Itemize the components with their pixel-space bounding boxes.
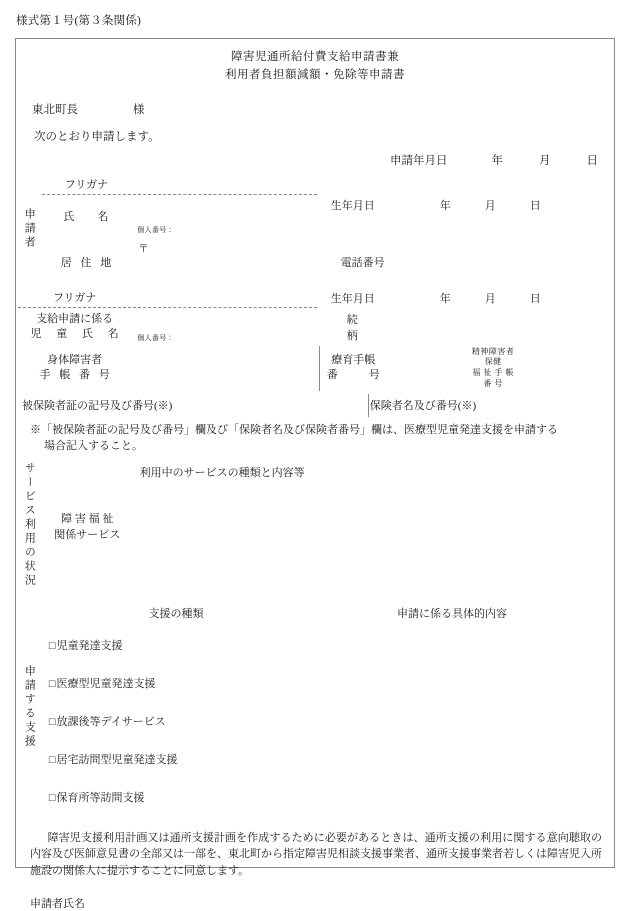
application-date-month: 月	[539, 154, 551, 167]
applicant-personal-number-label: 個人番号：	[137, 225, 174, 234]
application-date-day: 日	[586, 154, 598, 167]
child-personal-number-label: 個人番号：	[137, 333, 174, 342]
support-item-1[interactable]	[42, 665, 310, 701]
ryoiku-certificate-input[interactable]	[389, 346, 469, 391]
checkbox-icon[interactable]: □	[48, 639, 56, 652]
mental-certificate-label	[471, 346, 516, 391]
checkbox-icon[interactable]: □	[48, 791, 56, 804]
ryoiku-certificate-label-line2: 番 号	[326, 369, 383, 382]
ryoiku-certificate-label	[319, 346, 387, 391]
consent-paragraph	[30, 830, 602, 880]
applicant-birth-day: 日	[529, 200, 541, 213]
support-type-header: 支援の種類	[148, 608, 204, 621]
child-name-label-line2: 児 童 氏 名	[30, 327, 125, 340]
insurance-row	[18, 394, 592, 417]
service-category-label-line1: 障 害 福 祉	[61, 513, 114, 526]
support-vertical-label: 申請する支援	[23, 664, 36, 749]
checkbox-icon[interactable]: □	[48, 677, 56, 690]
support-item-2[interactable]	[42, 703, 310, 739]
applicant-phone-label: 電話番号	[340, 256, 385, 269]
applicant-furigana-input[interactable]	[133, 175, 317, 195]
ryoiku-certificate-label-line1: 療育手帳	[331, 354, 376, 367]
applicant-table	[16, 173, 594, 393]
insurer-number-label: 保険者名及び番号(※)	[368, 394, 477, 417]
support-item-label-1: 医療型児童発達支援	[56, 677, 156, 690]
child-birth-day: 日	[529, 292, 541, 305]
service-content-header: 利用中のサービスの種類と内容等	[139, 466, 305, 479]
child-furigana-input[interactable]	[133, 288, 317, 308]
intro-text: 次のとおり申請します。	[34, 130, 160, 143]
application-date-label: 申請年月日	[390, 154, 448, 167]
mental-certificate-label-line1: 精神障害者保健	[471, 346, 515, 367]
child-name-row	[18, 310, 592, 344]
checkbox-icon[interactable]: □	[48, 753, 56, 766]
form-title-line2: 利用者負担額減額・免除等申請書	[225, 68, 405, 81]
service-status-row	[18, 461, 592, 592]
support-item-4[interactable]	[42, 779, 310, 815]
support-item-3[interactable]	[42, 741, 310, 777]
insurer-number-input[interactable]	[479, 394, 592, 417]
support-detail-input[interactable]	[312, 627, 592, 815]
physical-certificate-label	[18, 346, 131, 391]
child-relation-label: 続 柄	[346, 313, 398, 342]
applicant-residence-label: 居 住 地	[60, 256, 115, 269]
applicant-name-input[interactable]	[133, 197, 317, 236]
service-status-vertical-label: サービス利用の状況	[23, 461, 36, 588]
support-table	[16, 600, 594, 817]
postal-mark-icon: 〒	[138, 243, 149, 255]
support-item-label-2: 放課後等デイサービス	[56, 715, 166, 728]
applicant-birth-input[interactable]	[389, 175, 592, 236]
support-vertical-label-cell	[18, 602, 40, 815]
signer-label: 申請者氏名	[30, 898, 85, 911]
insurance-note-line2: 場合記入すること。	[44, 439, 143, 452]
insured-number-label: 被保険者証の記号及び番号(※)	[22, 400, 173, 413]
child-relation-input[interactable]	[389, 310, 592, 344]
applicant-name-label: 氏 名	[63, 211, 115, 224]
form-outer-frame	[15, 38, 615, 911]
checkbox-icon[interactable]: □	[48, 715, 56, 728]
support-item-label-3: 居宅訪問型児童発達支援	[56, 753, 178, 766]
consent-text: 障害児支援利用計画又は通所支援計画を作成するために必要があるときは、通所支援の利用に関する意向聴取の内容及び医師意見書の全部又は一部を、東北町から指定障害児相談支援事業者、通所支援事業者若しくは障害児入所施設の関係人に提示することに同意します。	[30, 831, 602, 877]
applicant-furigana-label: フリガナ	[42, 175, 132, 195]
child-name-input[interactable]	[133, 310, 317, 344]
certificate-row	[18, 346, 592, 391]
child-furigana-row	[18, 288, 592, 308]
support-row	[18, 627, 592, 663]
physical-certificate-label-line1: 身体障害者	[47, 354, 103, 367]
child-furigana-label: フリガナ	[18, 288, 131, 308]
insured-number-input[interactable]	[304, 394, 366, 417]
support-item-label-0: 児童発達支援	[56, 639, 123, 652]
physical-certificate-input[interactable]	[133, 346, 317, 391]
addressee-honorific: 様	[132, 103, 145, 116]
service-status-vertical-label-cell	[18, 461, 40, 592]
child-birth-year: 年	[439, 292, 451, 305]
child-birth-month: 月	[484, 292, 496, 305]
service-category-label	[42, 461, 133, 592]
support-item-0[interactable]	[42, 627, 310, 663]
child-birth-label: 生年月日	[330, 292, 375, 305]
applicant-residence-row	[18, 238, 592, 286]
child-birth-input[interactable]	[389, 288, 592, 308]
form-number: 様式第１号(第３条関係)	[16, 15, 142, 27]
form-title-line1: 障害児通所給付費支給申請書兼	[231, 51, 399, 63]
addressee-name: 東北町長	[32, 103, 78, 116]
service-category-label-line2: 関係サービス	[54, 529, 121, 542]
applicant-residence-input[interactable]	[133, 238, 592, 286]
service-content-input[interactable]	[135, 461, 592, 592]
physical-certificate-label-line2: 手 帳 番 号	[39, 369, 113, 382]
mental-certificate-input[interactable]	[518, 346, 592, 391]
application-date-year: 年	[491, 154, 503, 167]
applicant-birth-year: 年	[439, 200, 451, 213]
mental-certificate-label-line2: 福 祉 手 帳 番 号	[472, 368, 514, 389]
applicant-birth-label: 生年月日	[330, 200, 375, 213]
child-name-label-line1: 支給申請に係る	[36, 312, 114, 325]
addressee	[16, 101, 614, 117]
applicant-row-label-cell	[18, 175, 40, 286]
applicant-row-label: 申請者	[23, 207, 36, 250]
support-header-row	[18, 602, 592, 625]
support-detail-header: 申請に係る具体的内容	[397, 608, 508, 621]
disease-insurance-table	[16, 392, 594, 419]
applicant-furigana-row	[18, 175, 592, 195]
insurance-note-line1: ※「被保険者証の記号及び番号」欄及び「保険者名及び保険者番号」欄は、医療型児童発達支援を申請する	[30, 423, 558, 436]
service-status-table	[16, 459, 594, 594]
form-title	[16, 49, 614, 85]
application-date-row	[16, 152, 614, 168]
child-name-label	[18, 310, 131, 344]
support-item-label-4: 保育所等訪問支援	[56, 791, 145, 804]
insurance-note	[16, 423, 614, 455]
applicant-birth-month: 月	[484, 200, 496, 213]
